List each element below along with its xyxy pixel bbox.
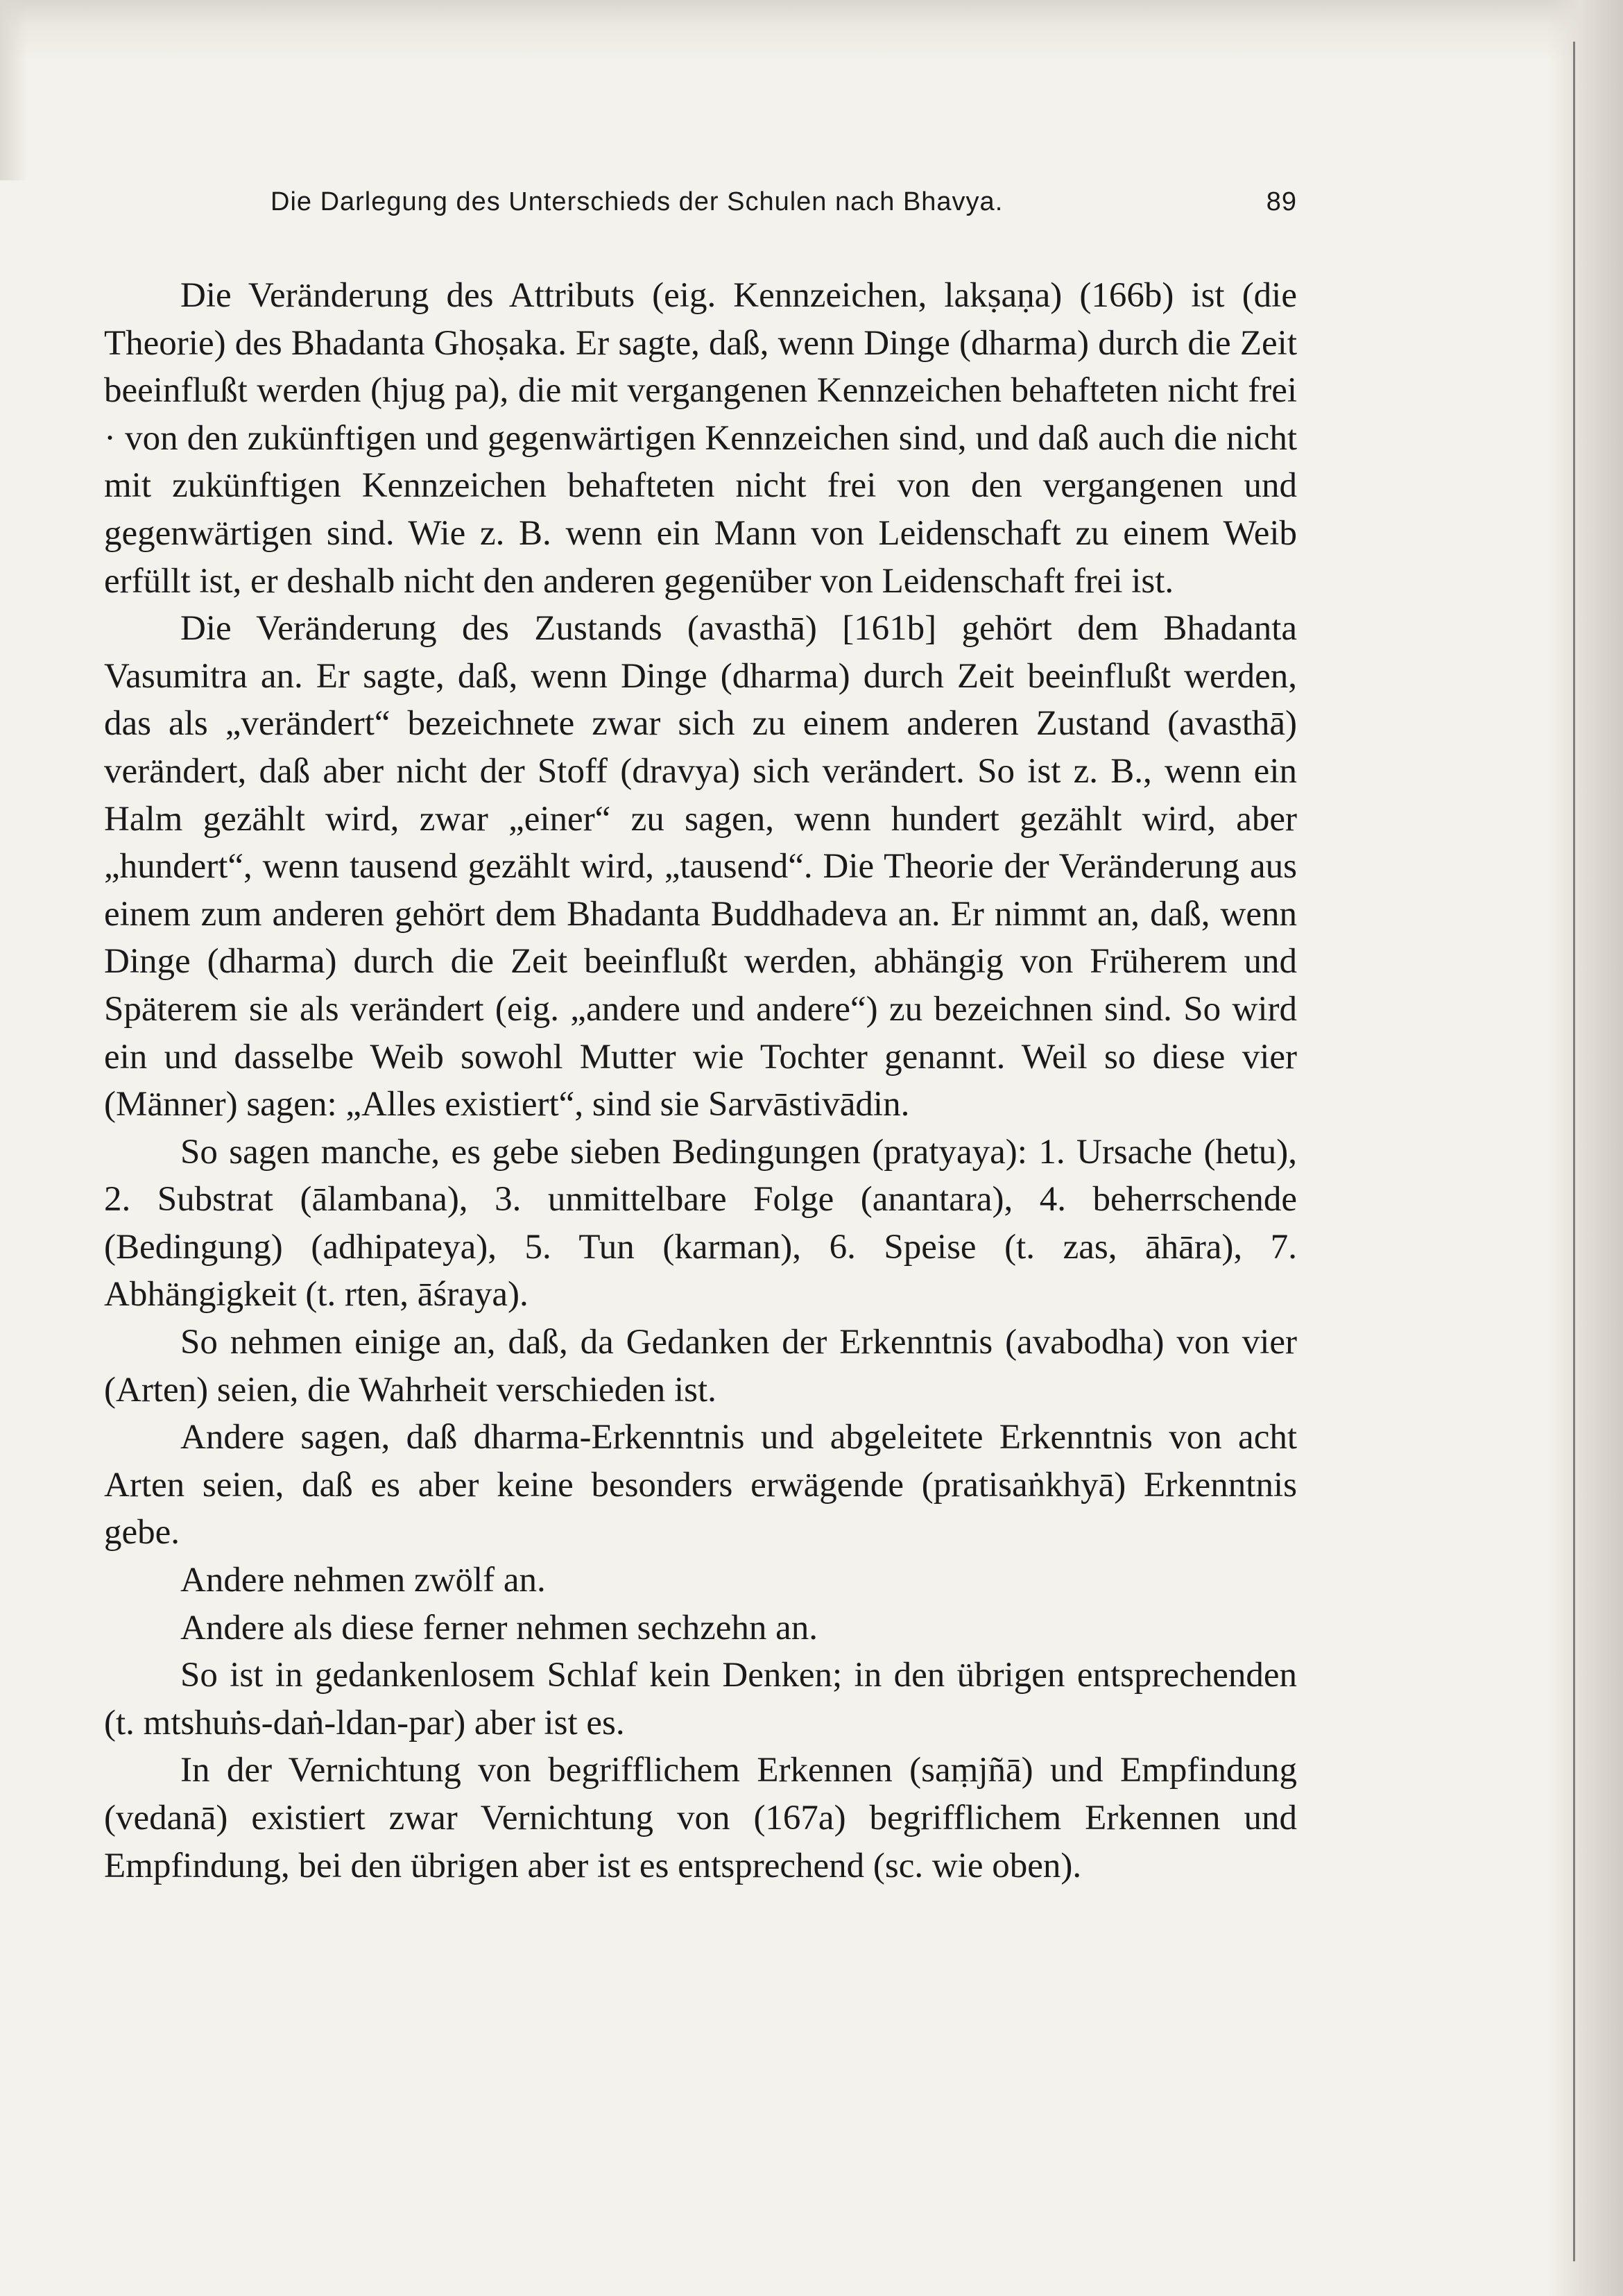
page-number: 89 [1266,187,1297,216]
paragraph: So sagen manche, es gebe sieben Bedingungen (pratyaya): 1. Ursache (hetu), 2. Substrat (ālambana), 3. unmittelbare Folge (anantara), 4. beherrschende (Bedingung) (adhipateya), 5. Tun (karman), 6. Speise (t. zas, āhāra), 7. Abhängigkeit (t. rten, āśraya). [104,1132,1297,1314]
running-head [104,187,1297,229]
paragraph: Die Veränderung des Attributs (eig. Kennzeichen, lakṣaṇa) (166b) ist (die Theorie) des Bhadanta Ghoṣaka. Er sagte, daß, wenn Dinge (dharma) durch die Zeit beeinflußt werden (hjug pa), die mit vergangenen Kennzeichen behafteten nicht frei · von den zukünftigen und gegenwärtigen Kennzeichen sind, und daß auch die nicht mit zukünftigen Kennzeichen behafteten nicht frei von den vergangenen und gegenwärtigen sind. Wie z. B. wenn ein Mann von Leidenschaft zu einem Weib erfüllt ist, er deshalb nicht den anderen gegenüber von Leidenschaft frei ist. [104,276,1297,601]
body-text [104,272,1297,1890]
paragraph: So nehmen einige an, daß, da Gedanken der Erkenntnis (avabodha) von vier (Arten) seien, die Wahrheit verschieden ist. [104,1323,1297,1410]
paragraph: Andere nehmen zwölf an. [180,1561,546,1600]
paragraph: Andere sagen, daß dharma-Erkenntnis und abgeleitete Erkenntnis von acht Arten seien, daß es aber keine besonders erwägende (pratisaṅkhyā) Erkenntnis gebe. [104,1418,1297,1552]
page [104,187,1297,1890]
scan-shadow-right [1547,0,1623,2296]
paragraph: Die Veränderung des Zustands (avasthā) [161b] gehört dem Bhadanta Vasumitra an. Er sagte, daß, wenn Dinge (dharma) durch Zeit beeinflußt werden, das als „verändert“ bezeichnete zwar sich zu einem anderen Zustand (avasthā) verändert, daß aber nicht der Stoff (dravya) sich verändert. So ist z. B., wenn ein Halm gezählt wird, zwar „einer“ zu sagen, wenn hundert gezählt wird, aber „hundert“, wenn tausend gezählt wird, „tausend“. Die Theorie der Veränderung aus einem zum anderen gehört dem Bhadanta Buddhadeva an. Er nimmt an, daß, wenn Dinge (dharma) durch die Zeit beeinflußt werden, abhängig von Früherem und Späterem sie als verändert (eig. „andere und andere“) zu bezeichnen sind. So wird ein und dasselbe Weib sowohl Mutter wie Tochter genannt. Weil so diese vier (Männer) sagen: „Alles existiert“, sind sie Sarvāstivādin. [104,609,1297,1124]
scan-shadow-top [0,0,1623,62]
running-head-title: Die Darlegung des Unterschieds der Schulen nach Bhavya. [270,187,1004,216]
scan-shadow-left [0,0,28,180]
paragraph: So ist in gedankenlosem Schlaf kein Denken; in den übrigen entsprechenden (t. mtshuṅs-daṅ-ldan-par) aber ist es. [104,1656,1297,1742]
book-edge-line [1573,42,1575,2261]
paragraph: In der Vernichtung von begrifflichem Erkennen (saṃjñā) und Empfindung (vedanā) existiert zwar Vernichtung von (167a) begrifflichem Erkennen und Empfindung, bei den übrigen aber ist es entsprechend (sc. wie oben). [104,1751,1297,1885]
paragraph: Andere als diese ferner nehmen sechzehn an. [180,1608,818,1647]
